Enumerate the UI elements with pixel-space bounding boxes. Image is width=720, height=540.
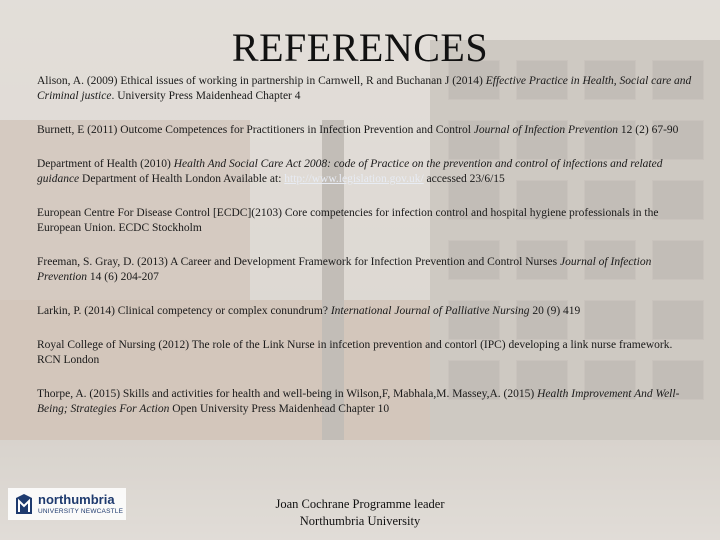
- reference-title: Journal of Infection Prevention: [473, 124, 619, 136]
- reference-text: Alison, A. (2009) Ethical issues of working in partnership in Carnwell, R and Buchanan J (2014): [37, 75, 486, 87]
- reference-item: [37, 157, 697, 187]
- reference-text: 12 (2) 67-90: [618, 124, 679, 136]
- reference-title: Health And Social Care Act 2008: code of Practice on the prevention and control of infections and related guidance: [37, 158, 663, 185]
- university-logo: [8, 488, 126, 520]
- reference-item: [37, 387, 697, 417]
- logo-name: northumbria: [38, 492, 115, 507]
- reference-text: Larkin, P. (2014) Clinical competency or complex conundrum?: [37, 305, 331, 317]
- reference-text: 14 (6) 204-207: [87, 271, 159, 283]
- reference-link[interactable]: http://www.legislation.gov.uk/: [284, 173, 424, 185]
- footer-line-institution: Northumbria University: [299, 514, 421, 528]
- reference-text: . University Press Maidenhead Chapter 4: [111, 90, 301, 102]
- footer: [230, 496, 490, 530]
- reference-text: Department of Health London Available at:: [79, 173, 285, 185]
- reference-item: [37, 74, 697, 104]
- footer-line-author: Joan Cochrane Programme leader: [275, 497, 445, 511]
- reference-text: accessed 23/6/15: [423, 173, 505, 185]
- reference-text: Thorpe, A. (2015) Skills and activities for health and well-being in Wilson,F, Mabhala,M. Massey,A. (2015): [37, 388, 538, 400]
- reference-item: [37, 304, 697, 319]
- reference-title: International Journal of Palliative Nursing: [330, 305, 530, 317]
- logo-subtitle: UNIVERSITY NEWCASTLE: [38, 508, 124, 515]
- reference-title: Effective Practice in Health, Social care and Criminal justice: [37, 75, 692, 102]
- reference-text: Burnett, E (2011) Outcome Competences for Practitioners in Infection Prevention and Control: [37, 124, 474, 136]
- reference-text: Freeman, S. Gray, D. (2013) A Career and Development Framework for Infection Prevention and Control Nurses: [37, 256, 561, 268]
- reference-item: [37, 255, 697, 285]
- reference-title: Journal of Infection Prevention: [37, 256, 652, 283]
- reference-text: Open University Press Maidenhead Chapter 10: [169, 403, 390, 415]
- reference-text: Department of Health (2010): [37, 158, 174, 170]
- page-title: REFERENCES: [231, 25, 489, 70]
- reference-text: 20 (9) 419: [529, 305, 581, 317]
- reference-item: [37, 123, 697, 138]
- reference-text: Royal College of Nursing (2012) The role of the Link Nurse in infcetion prevention and contorl (IPC) developing a link nurse framework. RCN London: [37, 339, 673, 366]
- reference-list: [37, 74, 697, 436]
- reference-text: European Centre For Disease Control [ECDC](2103) Core competencies for infection control and hospital hygiene professionals in the European Union. ECDC Stockholm: [37, 207, 659, 234]
- reference-item: [37, 206, 697, 236]
- reference-title: Health Improvement And Well-Being; Strategies For Action: [37, 388, 680, 415]
- reference-item: [37, 338, 697, 368]
- logo-mark-icon: [14, 492, 34, 516]
